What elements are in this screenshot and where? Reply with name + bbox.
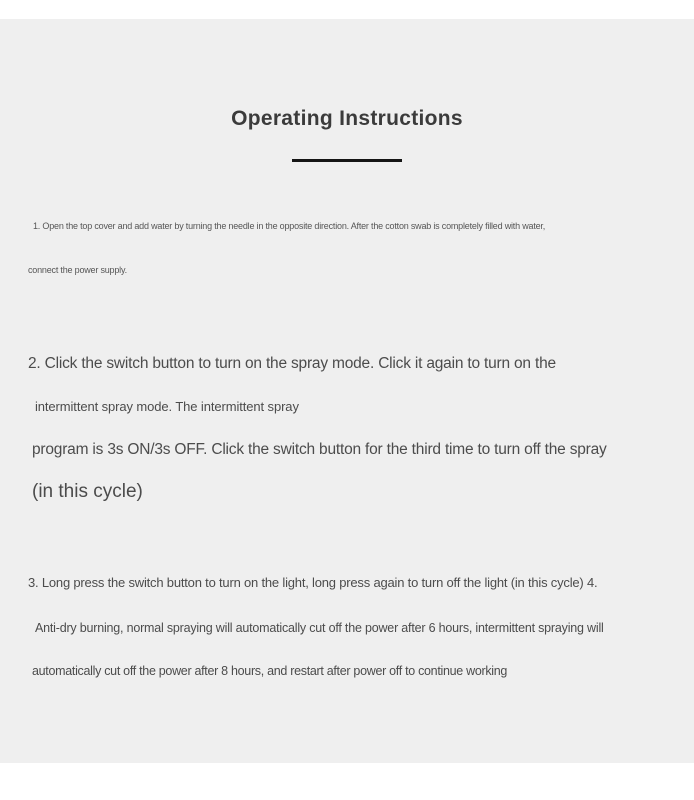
instruction-1-line-2: connect the power supply. [28, 265, 127, 275]
instruction-2-line-3: program is 3s ON/3s OFF. Click the switch button for the third time to turn off the spray [32, 441, 607, 458]
title-divider [292, 159, 402, 162]
instruction-3-line-1: 3. Long press the switch button to turn on the light, long press again to turn off the light (in this cycle) 4. [28, 575, 598, 590]
instruction-2-line-2: intermittent spray mode. The intermittent spray [35, 399, 299, 414]
instruction-1-line-1: 1. Open the top cover and add water by turning the needle in the opposite direction. After the cotton swab is completely filled with water, [33, 221, 546, 231]
page-title: Operating Instructions [231, 107, 463, 131]
instruction-3-line-3: automatically cut off the power after 8 hours, and restart after power off to continue working [32, 664, 508, 678]
instruction-2-line-4: (in this cycle) [32, 481, 143, 502]
instruction-2-line-1: 2. Click the switch button to turn on the spray mode. Click it again to turn on the [28, 355, 556, 372]
instruction-3-line-2: Anti-dry burning, normal spraying will automatically cut off the power after 6 hours, intermittent spraying will [35, 621, 604, 635]
